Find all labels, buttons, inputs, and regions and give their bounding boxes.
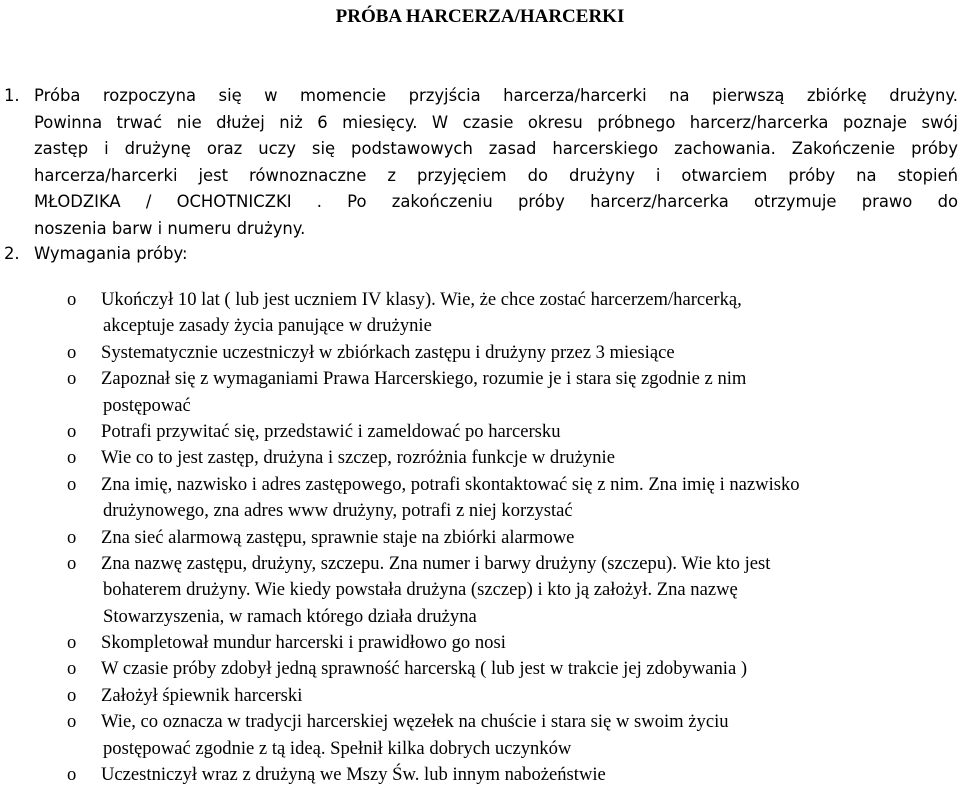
section-number: 1. [4, 86, 20, 105]
bullet-marker: o [67, 552, 77, 574]
bullet-marker: o [67, 764, 77, 786]
bullet-marker: o [67, 632, 77, 654]
requirement-line: akceptuje zasady życia panujące w drużynie [103, 315, 432, 337]
bullet-marker: o [67, 473, 77, 495]
requirement-line: Wie co to jest zastęp, drużyna i szczep, rozróżnia funkcje w drużynie [101, 447, 615, 469]
requirement-item [0, 366, 960, 419]
requirement-line: Zna nazwę zastępu, drużyny, szczepu. Zna numer i barwy drużyny (szczepu). Wie kto jest [101, 552, 771, 574]
bullet-marker: o [67, 658, 77, 680]
requirement-item [0, 419, 960, 445]
requirement-item [0, 445, 960, 471]
requirement-line-part: Wie, że chce zostać harcerzem/harcerką, [435, 289, 742, 310]
paragraph-line: noszenia barw i numeru drużyny. [34, 218, 306, 238]
requirement-line: Wie, co oznacza w tradycji harcerskiej węzełek na chuście i stara się w swoim życiu [101, 711, 729, 733]
requirement-line-part: Ukończył 10 lat ( lub jest uczniem IV klasy). [101, 289, 436, 310]
requirement-item [0, 656, 960, 682]
document-title: PRÓBA HARCERZA/HARCERKI [335, 6, 625, 27]
requirement-item [0, 287, 960, 340]
paragraph-line: Powinna trwać nie dłużej niż 6 miesięcy. W czasie okresu próbnego harcerz/harcerka poznaje swój [34, 112, 958, 132]
requirement-item [0, 683, 960, 709]
requirement-line: Skompletował mundur harcerski i prawidłowo go nosi [101, 632, 506, 654]
bullet-marker: o [67, 684, 77, 706]
requirement-line: bohaterem drużyny. Wie kiedy powstała drużyna (szczep) i kto ją założył. Zna nazwę [103, 579, 738, 601]
paragraph-line [4, 83, 958, 110]
requirement-line [101, 287, 960, 313]
requirement-item [0, 551, 960, 630]
requirement-item [0, 630, 960, 656]
paragraph-line: zastęp i drużynę oraz uczy się podstawowych zasad harcerskiego zachowania. Zakończenie próby [34, 139, 958, 158]
paragraph-line: MŁODZIKA / OCHOTNICZKI . Po zakończeniu próby harcerz/harcerka otrzymuje prawo do [34, 192, 958, 211]
section-1-paragraph [4, 83, 958, 242]
requirement-line: postępować zgodnie z tą ideą. Spełnił kilka dobrych uczynków [103, 737, 572, 759]
requirement-line: Uczestniczył wraz z drużyną we Mszy Św. lub innym nabożeństwie [101, 764, 606, 786]
requirements-list [0, 287, 960, 788]
section-heading-text: Wymagania próby: [34, 244, 188, 263]
requirement-line: Zna sieć alarmową zastępu, sprawnie staje na zbiórki alarmowe [101, 526, 575, 548]
bullet-marker: o [67, 368, 77, 390]
paragraph-line: harcerza/harcerki jest równoznaczne z przyjęciem do drużyny i otwarciem próby na stopień [34, 165, 958, 185]
bullet-marker: o [67, 289, 77, 310]
requirement-line: W czasie próby zdobył jedną sprawność harcerską ( lub jest w trakcie jej zdobywania ) [101, 658, 748, 680]
requirement-item [0, 525, 960, 551]
requirement-item [0, 472, 960, 525]
bullet-marker: o [67, 711, 77, 733]
requirement-line: drużynowego, zna adres www drużyny, potrafi z niej korzystać [103, 500, 573, 522]
paragraph-line-text: Próba rozpoczyna się w momencie przyjścia harcerza/harcerki na pierwszą zbiórkę drużyny. [34, 86, 958, 105]
requirement-item [0, 709, 960, 762]
requirement-line: Potrafi przywitać się, przedstawić i zameldować po harcersku [101, 420, 561, 442]
requirement-line: Zna imię, nazwisko i adres zastępowego, potrafi skontaktować się z nim. Zna imię i nazwisko [101, 473, 800, 495]
section-number: 2. [4, 244, 20, 263]
requirement-line: Systematycznie uczestniczył w zbiórkach zastępu i drużyny przez 3 miesiące [101, 341, 675, 363]
bullet-marker: o [67, 526, 77, 548]
bullet-marker: o [67, 447, 77, 469]
requirement-line: Założył śpiewnik harcerski [101, 684, 303, 706]
requirement-item [0, 340, 960, 366]
bullet-marker: o [67, 420, 77, 442]
requirement-line: Stowarzyszenia, w ramach którego działa drużyna [103, 605, 477, 627]
requirement-line: postępować [103, 394, 191, 416]
bullet-marker: o [67, 341, 77, 363]
requirement-item [0, 762, 960, 788]
section-2-heading [4, 241, 188, 268]
requirement-line: Zapoznał się z wymaganiami Prawa Harcerskiego, rozumie je i stara się zgodnie z nim [101, 368, 747, 390]
